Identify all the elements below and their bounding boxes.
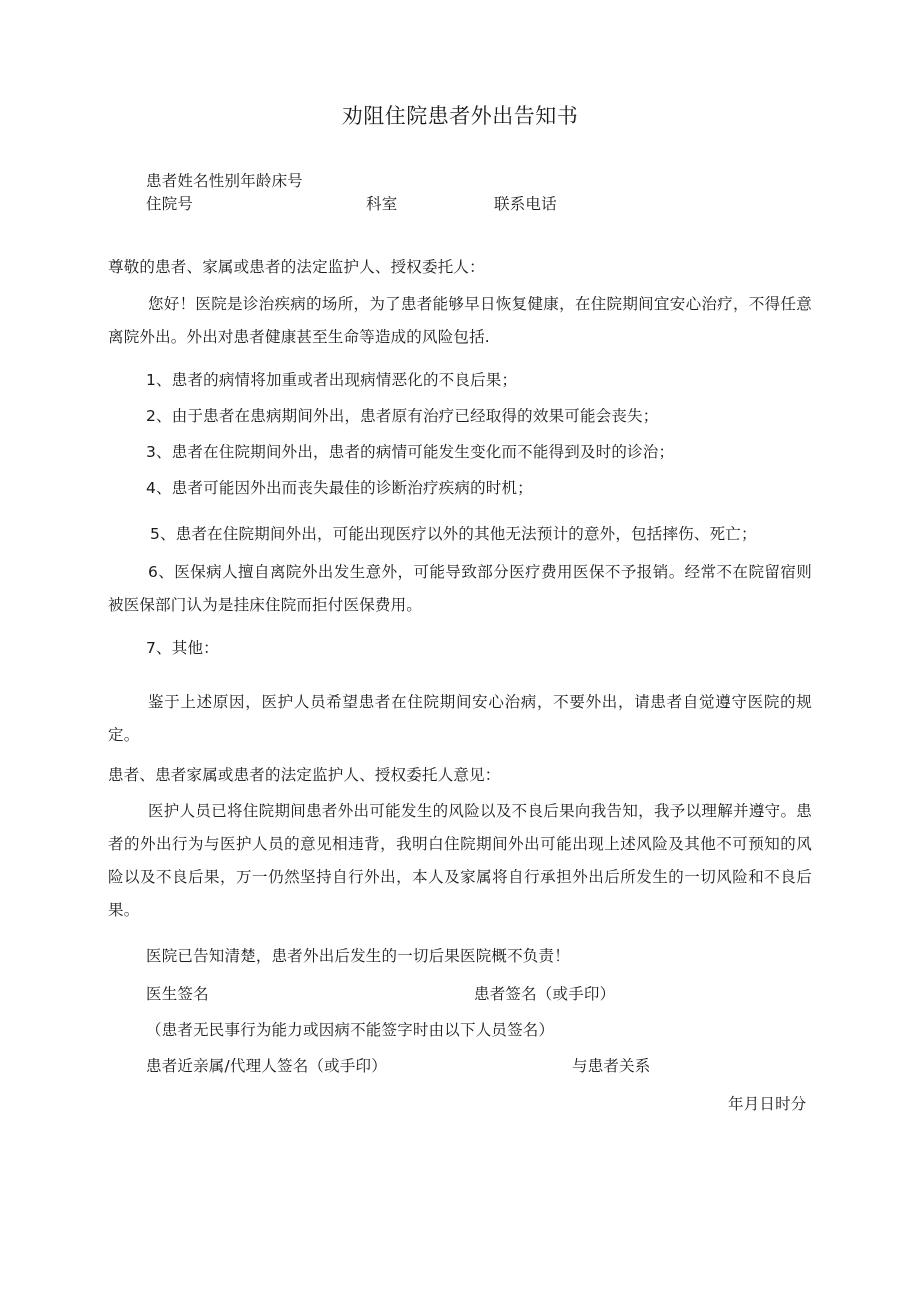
doctor-signature-label: 医生签名 (146, 985, 209, 1003)
salutation: 尊敬的患者、家属或患者的法定监护人、授权委托人： (108, 258, 485, 276)
document-title: 劝阻住院患者外出告知书 (341, 104, 579, 128)
proxy-note: （患者无民事行为能力或因病不能签字时由以下人员签名） (146, 1021, 555, 1039)
department-label: 科室 (366, 195, 398, 213)
risk-item-2: 2、由于患者在患病期间外出，患者原有治疗已经取得的效果可能会丧失； (146, 407, 659, 425)
phone-label: 联系电话 (494, 195, 557, 213)
patient-info-line: 患者姓名性别年龄床号 (146, 172, 304, 190)
relative-signature-label: 患者近亲属/代理人签名（或手印） (146, 1057, 387, 1075)
risk-item-1: 1、患者的病情将加重或者出现病情恶化的不良后果； (146, 371, 518, 389)
risk-item-7: 7、其他： (146, 639, 219, 657)
date-time-label: 年月日时分 (728, 1095, 807, 1113)
relationship-label: 与患者关系 (572, 1057, 651, 1075)
risk-item-6: 6、医保病人擅自离院外出发生意外，可能导致部分医疗费用医保不予报销。经常不在院留宿则被医保部门认为是挂床住院而拒付医保费用。 (108, 563, 812, 614)
patient-signature-label: 患者签名（或手印） (474, 985, 616, 1003)
risk-item-5: 5、患者在住院期间外出，可能出现医疗以外的其他无法预计的意外，包括摔伤、死亡； (150, 525, 757, 543)
risk-item-4: 4、患者可能因外出而丧失最佳的诊断治疗疾病的时机； (146, 479, 533, 497)
opinion-header: 患者、患者家属或患者的法定监护人、授权委托人意见： (108, 766, 501, 784)
risk-item-3: 3、患者在住院期间外出，患者的病情可能发生变化而不能得到及时的诊治； (146, 443, 675, 461)
opinion-paragraph: 医护人员已将住院期间患者外出可能发生的风险以及不良后果向我告知，我予以理解并遵守。患者的外出行为与医护人员的意见相违背，我明白住院期间外出可能出现上述风险及其他不可预知的风险以及不良后果，万一仍然坚持自行外出，本人及家属将自行承担外出后所发生的一切风险和不良后果。 (108, 802, 812, 919)
intro-paragraph: 您好！医院是诊治疾病的场所，为了患者能够早日恢复健康，在住院期间宜安心治疗，不得任意离院外出。外出对患者健康甚至生命等造成的风险包括. (108, 295, 812, 346)
hospital-disclaimer: 医院已告知清楚，患者外出后发生的一切后果医院概不负责！ (146, 947, 570, 965)
conclusion-paragraph: 鉴于上述原因，医护人员希望患者在住院期间安心治病，不要外出，请患者自觉遵守医院的规定。 (108, 693, 812, 744)
admission-number-label: 住院号 (146, 195, 194, 213)
